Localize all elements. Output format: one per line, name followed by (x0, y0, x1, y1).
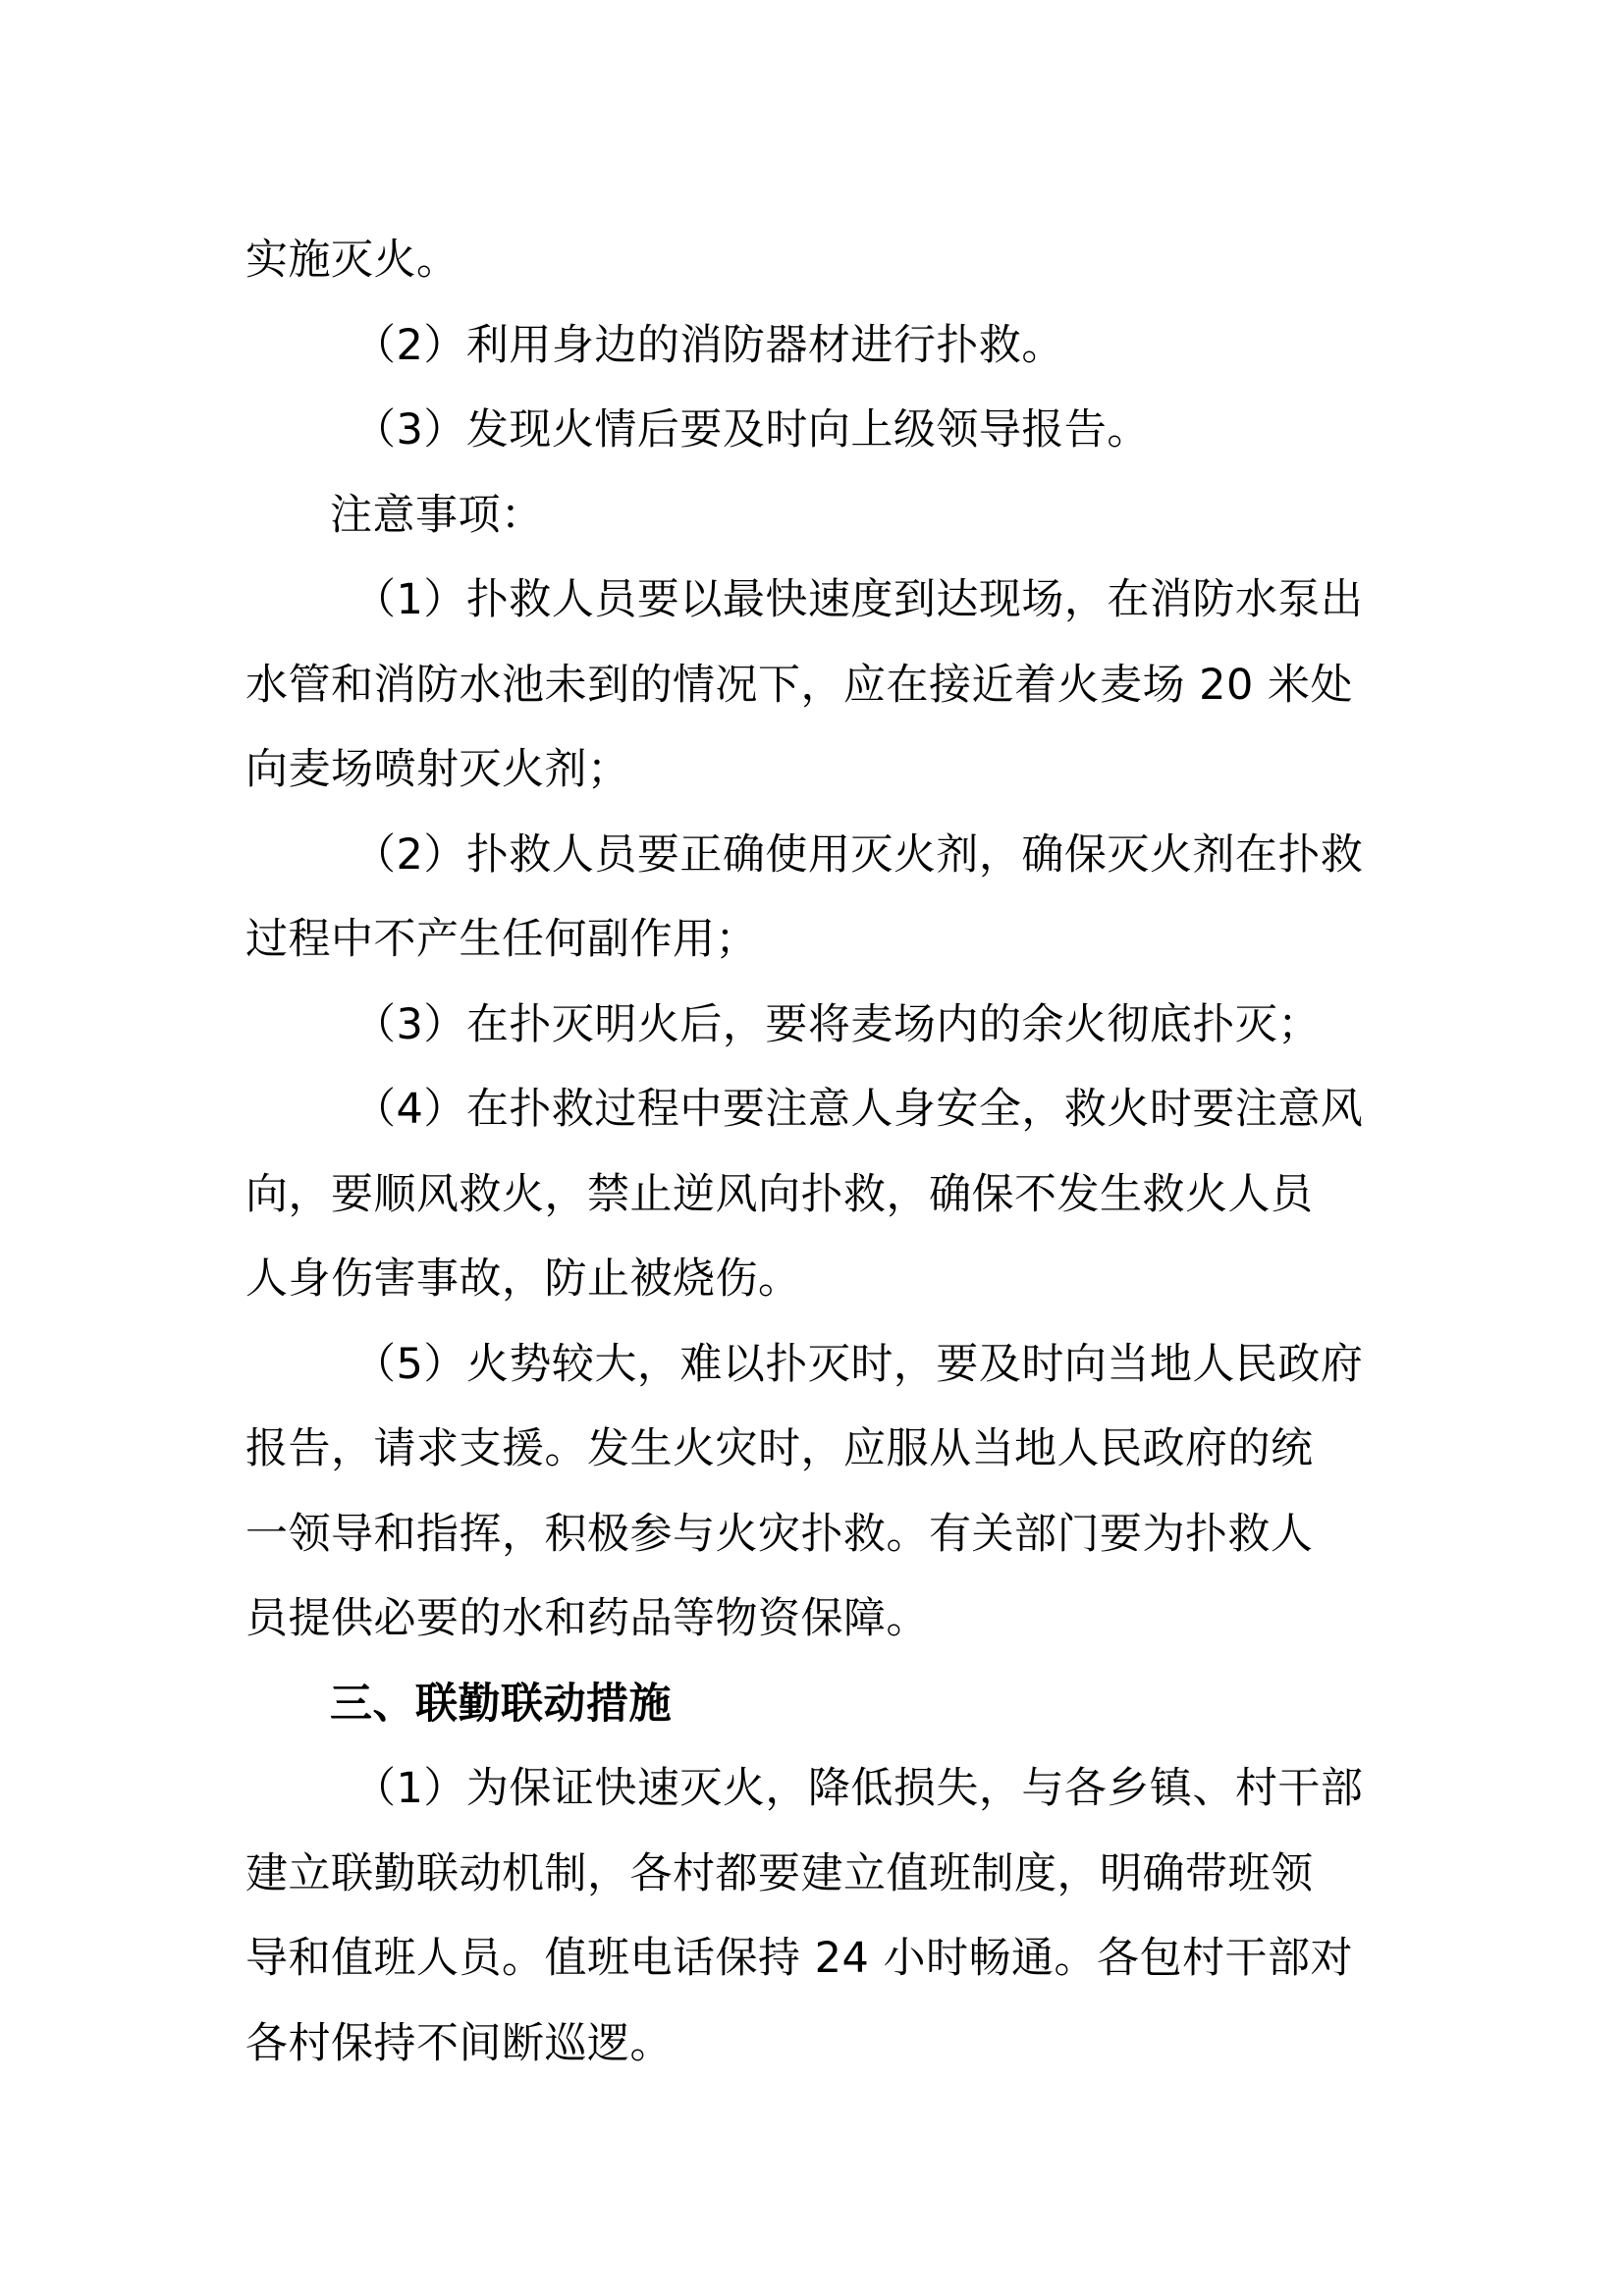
paragraph-continuation: 实施灭火。 (245, 236, 460, 285)
measure-item-2: （2）利用身边的消防器材进行扑救。 (353, 320, 1064, 370)
note-line: 一领导和指挥，积极参与火灾扑救。有关部门要为扑救人 (245, 1509, 1314, 1559)
note-item-1 (245, 558, 1389, 813)
section-line: 导和值班人员。值班电话保持 24 小时畅通。各包村干部对 (245, 1934, 1354, 1983)
document-page (245, 218, 1389, 2086)
note-line: 水管和消防水池未到的情况下，应在接近着火麦场 20 米处 (245, 660, 1354, 710)
note-item-5 (245, 1322, 1389, 1662)
section-line: 建立联勤联动机制，各村都要建立值班制度，明确带班领 (245, 1848, 1314, 1898)
note-item-4 (245, 1067, 1389, 1322)
note-line: （4）在扑救过程中要注意人身安全，救火时要注意风 (353, 1085, 1364, 1134)
notes-heading: 注意事项： (330, 490, 544, 540)
section-3-item-1 (245, 1746, 1389, 2086)
measure-item-3: （3）发现火情后要及时向上级领导报告。 (353, 405, 1150, 454)
note-line: 人身伤害事故，防止被烧伤。 (245, 1255, 801, 1304)
note-line: 向，要顺风救火，禁止逆风向扑救，确保不发生救火人员 (245, 1169, 1314, 1219)
note-line: 报告，请求支援。发生火灾时，应服从当地人民政府的统 (245, 1424, 1314, 1473)
note-line: （1）扑救人员要以最快速度到达现场，在消防水泵出 (353, 575, 1364, 624)
note-item-3 (245, 983, 1389, 1068)
section-line: 各村保持不间断巡逻。 (245, 2018, 673, 2068)
section-line: （1）为保证快速灭火，降低损失，与各乡镇、村干部 (353, 1764, 1364, 1813)
note-line: （3）在扑灭明火后，要将麦场内的余火彻底扑灭； (353, 999, 1321, 1049)
section-3-heading: 三、联勤联动措施 (330, 1679, 672, 1729)
note-line: 员提供必要的水和药品等物资保障。 (245, 1594, 929, 1643)
note-line: （5）火势较大，难以扑灭时，要及时向当地人民政府 (353, 1339, 1364, 1389)
note-line: 向麦场喷射灭火剂； (245, 745, 630, 794)
note-line: （2）扑救人员要正确使用灭火剂，确保灭火剂在扑救 (353, 829, 1364, 880)
note-line: 过程中不产生任何副作用； (245, 915, 758, 964)
note-item-2 (245, 813, 1389, 983)
